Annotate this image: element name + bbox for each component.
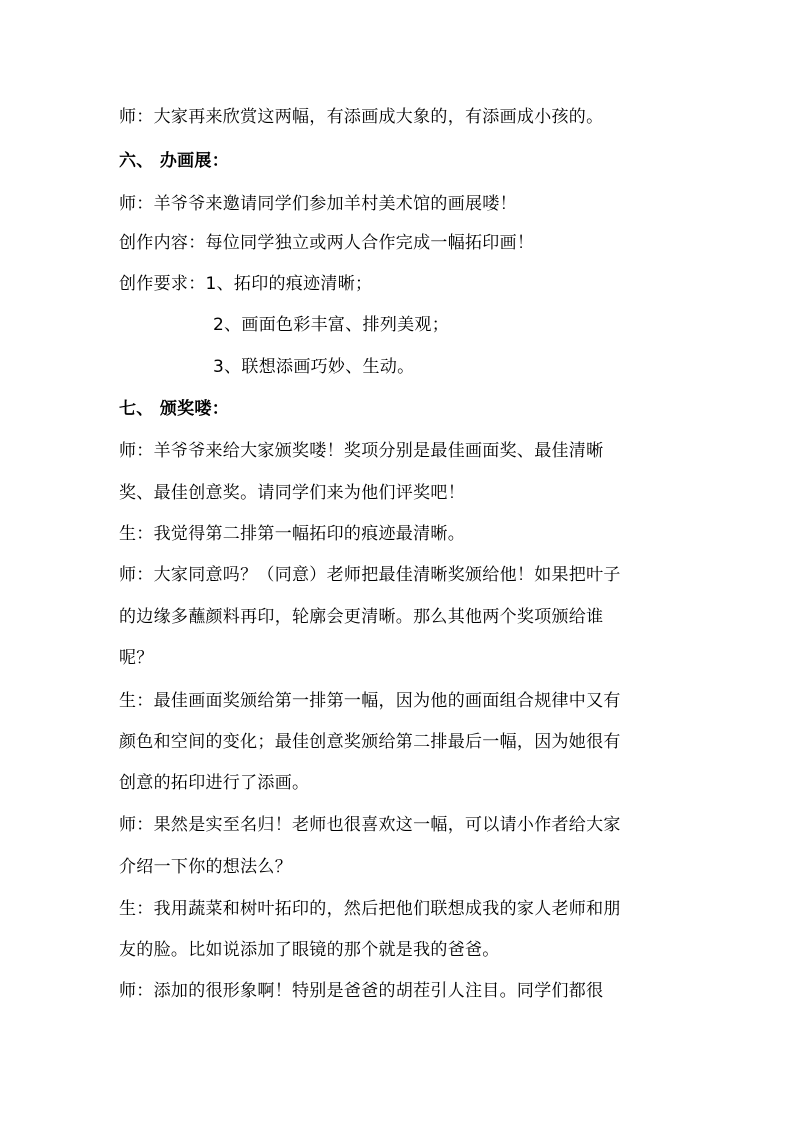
text-line: 创意的拓印进行了添画。: [119, 773, 310, 793]
text-line: 友的脸。比如说添加了眼镜的那个就是我的爸爸。: [119, 940, 500, 960]
text-line: 生：最佳画面奖颁给第一排第一幅，因为他的画面组合规律中又有: [119, 691, 621, 711]
section-heading: 六、 办画展：: [119, 151, 230, 171]
text-line: 介绍一下你的想法么？: [119, 857, 292, 877]
text-line: 呢？: [119, 648, 154, 668]
text-line: 创作内容：每位同学独立或两人合作完成一幅拓印画！: [119, 233, 535, 253]
section-heading: 七、 颁奖喽：: [119, 399, 230, 419]
text-line: 师：大家再来欣赏这两幅，有添画成大象的，有添画成小孩的。: [119, 107, 604, 127]
text-line: 生：我用蔬菜和树叶拓印的，然后把他们联想成我的家人老师和朋: [119, 899, 621, 919]
text-line: 的边缘多蘸颜料再印，轮廓会更清晰。那么其他两个奖项颁给谁: [119, 607, 604, 627]
text-line: 生：我觉得第二排第一幅拓印的痕迹最清晰。: [119, 524, 465, 544]
text-line: 2、画面色彩丰富、排列美观；: [213, 315, 450, 335]
text-line: 颜色和空间的变化；最佳创意奖颁给第二排最后一幅，因为她很有: [119, 732, 621, 752]
text-line: 师：羊爷爷来给大家颁奖喽！奖项分别是最佳画面奖、最佳清晰: [119, 441, 604, 461]
text-line: 奖、最佳创意奖。请同学们来为他们评奖吧！: [119, 483, 465, 503]
text-line: 创作要求：1、拓印的痕迹清晰；: [119, 274, 373, 294]
text-line: 3、联想添画巧妙、生动。: [213, 357, 415, 377]
text-line: 师：果然是实至名归！老师也很喜欢这一幅，可以请小作者给大家: [119, 815, 621, 835]
text-line: 师：添加的很形象啊！特别是爸爸的胡茬引人注目。同学们都很: [119, 981, 604, 1001]
text-line: 师：大家同意吗？（同意）老师把最佳清晰奖颁给他！如果把叶子: [119, 565, 621, 585]
text-line: 师：羊爷爷来邀请同学们参加羊村美术馆的画展喽！: [119, 194, 517, 214]
